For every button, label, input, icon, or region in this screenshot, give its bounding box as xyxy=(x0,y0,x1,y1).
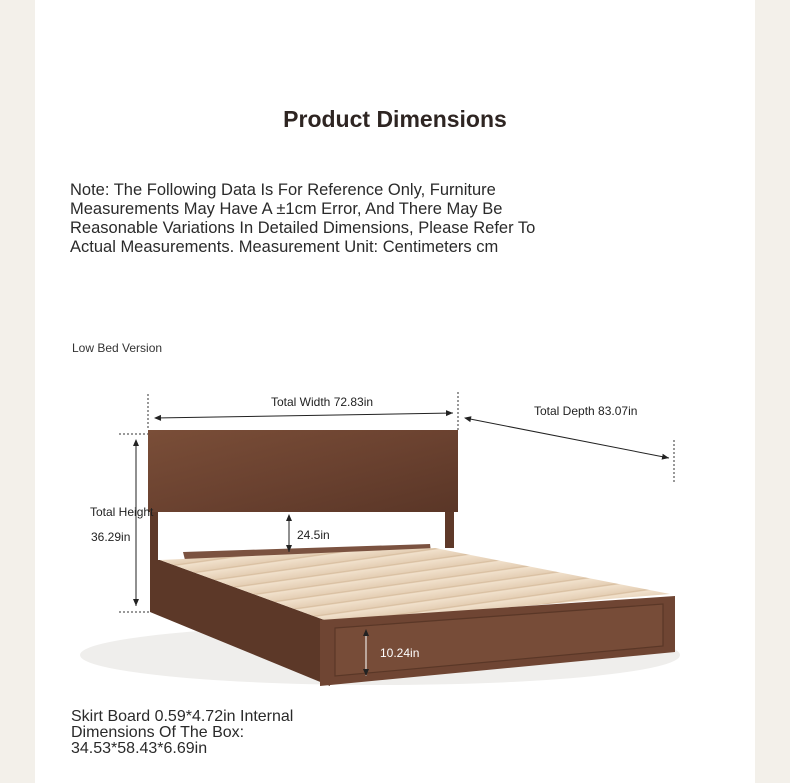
measurement-note: Note: The Following Data Is For Reference Only, Furniture Measurements May Have A ±1cm Error, And There May Be Reasonable Variations In Detailed Dimensions, Please Refer To Actual Measurements. Measurement Unit: Centimeters cm xyxy=(70,181,536,256)
drawer-height-label: 10.24in xyxy=(380,646,420,660)
depth-dimension-line xyxy=(465,418,669,458)
headboard xyxy=(148,430,458,512)
page-title: Product Dimensions xyxy=(283,106,507,132)
width-dimension-line xyxy=(155,413,453,418)
product-sheet xyxy=(35,0,755,783)
bed-dimension-diagram xyxy=(35,0,755,783)
headboard-leg-right xyxy=(445,512,454,548)
total-depth-label: Total Depth 83.07in xyxy=(534,404,638,418)
headboard-clearance-label: 24.5in xyxy=(297,528,330,542)
skirt-board-info: Skirt Board 0.59*4.72in Internal Dimensions Of The Box: 34.53*58.43*6.69in xyxy=(71,708,294,757)
total-height-value: 36.29in xyxy=(91,530,131,544)
total-height-label: Total Height xyxy=(90,505,154,519)
bed-version-label: Low Bed Version xyxy=(72,341,163,355)
total-width-label: Total Width 72.83in xyxy=(271,395,374,409)
